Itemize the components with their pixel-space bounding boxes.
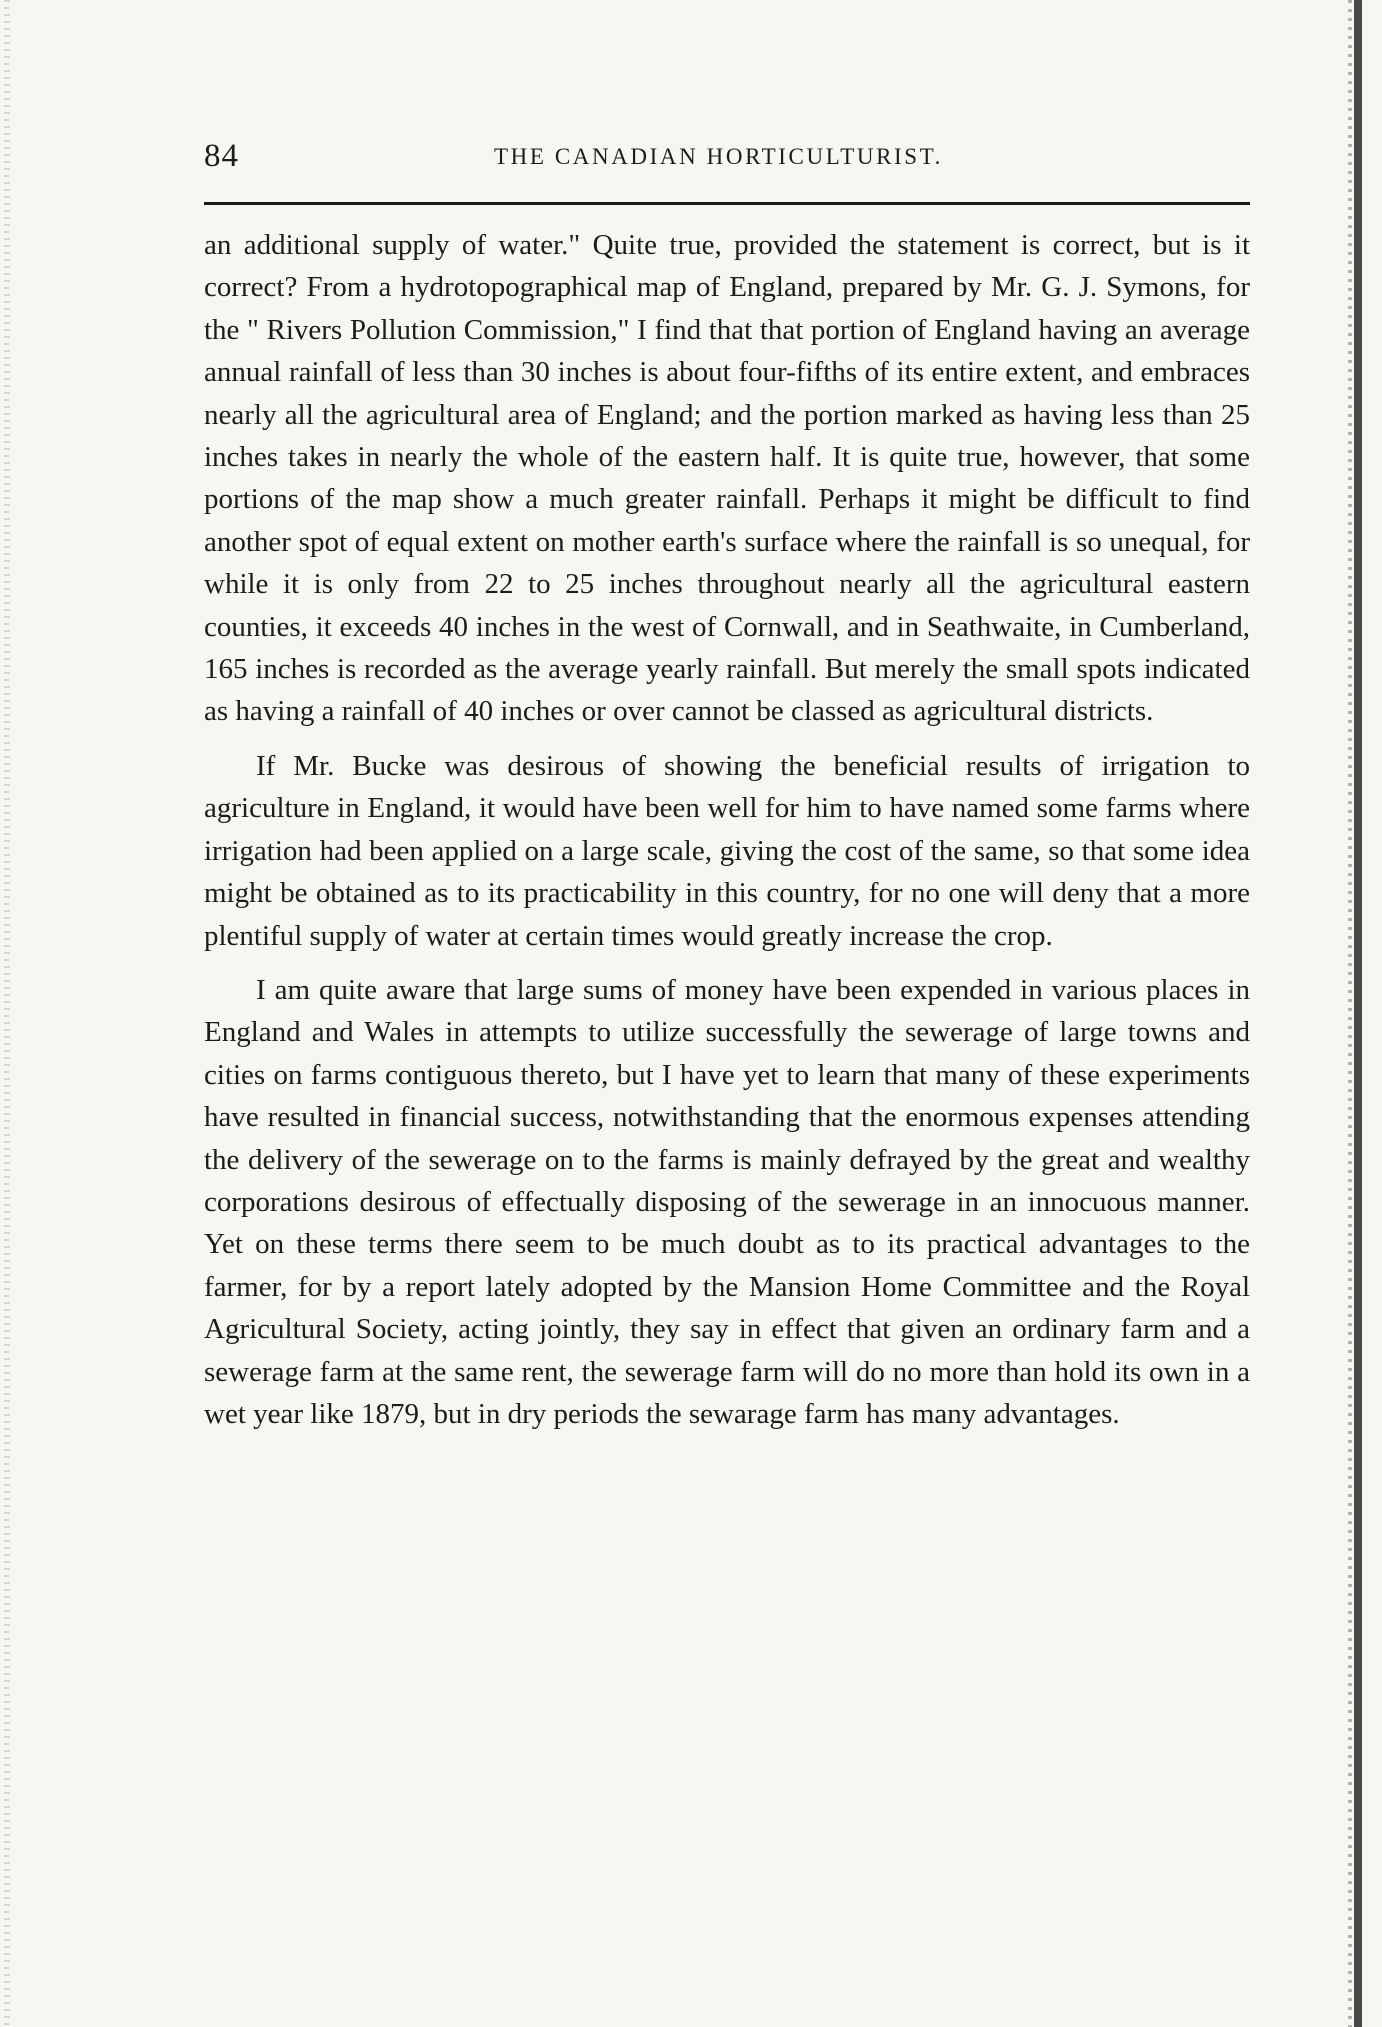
page-edge-left	[4, 0, 10, 2027]
running-title: THE CANADIAN HORTICULTURIST.	[494, 144, 943, 169]
paragraph-2: If Mr. Bucke was desirous of showing the beneficial results of irrigation to agriculture in England, it would have been well for him to have named some farms where irrigation had been applied on a large scale, giving the cost of the same, so that some idea might be obtained as to its practicability in this country, for no one will deny that a more plentiful supply of water at certain times would greatly increase the crop.	[204, 749, 1250, 952]
page-edge-right	[1354, 0, 1362, 2027]
paragraph-3: I am quite aware that large sums of money have been expended in various places in England and Wales in attempts to utilize successfully the sewerage of large towns and cities on farms contiguous thereto, but I have yet to learn that many of these experiments have resulted in financial success, notwithstanding that the enormous expenses attending the delivery of the sewerage on to the farms is mainly defrayed by the great and wealthy corporations desirous of effectually disposing of the sewerage in an innocuous manner. Yet on these terms there seem to be much doubt as to its practical advantages to the farmer, for by a report lately adopted by the Mansion Home Committee and the Royal Agricultural Society, acting jointly, they say in effect that given an ordinary farm and a sewerage farm at the same rent, the sewerage farm will do no more than hold its own in a wet year like 1879, but in dry periods the sewarage farm has many advantages.	[204, 973, 1250, 1430]
page-number: 84	[204, 138, 239, 174]
header-rule	[204, 202, 1250, 205]
body-text	[204, 224, 1250, 1447]
page-header	[204, 138, 1250, 188]
paragraph-1: an additional supply of water." Quite true, provided the statement is correct, but is it correct? From a hydrotopographical map of England, prepared by Mr. G. J. Symons, for the " Rivers Pollution Commission," I find that that portion of England having an average annual rainfall of less than 30 inches is about four-fifths of its entire extent, and embraces nearly all the agricultural area of England; and the portion marked as having less than 25 inches takes in nearly the whole of the eastern half. It is quite true, however, that some portions of the map show a much greater rainfall. Perhaps it might be difficult to find another spot of equal extent on mother earth's surface where the rainfall is so unequal, for while it is only from 22 to 25 inches throughout nearly all the agricultural eastern counties, it exceeds 40 inches in the west of Cornwall, and in Seathwaite, in Cumberland, 165 inches is recorded as the average yearly rainfall. But merely the small spots indicated as having a rainfall of 40 inches or over cannot be classed as agricultural districts.	[204, 229, 1250, 728]
